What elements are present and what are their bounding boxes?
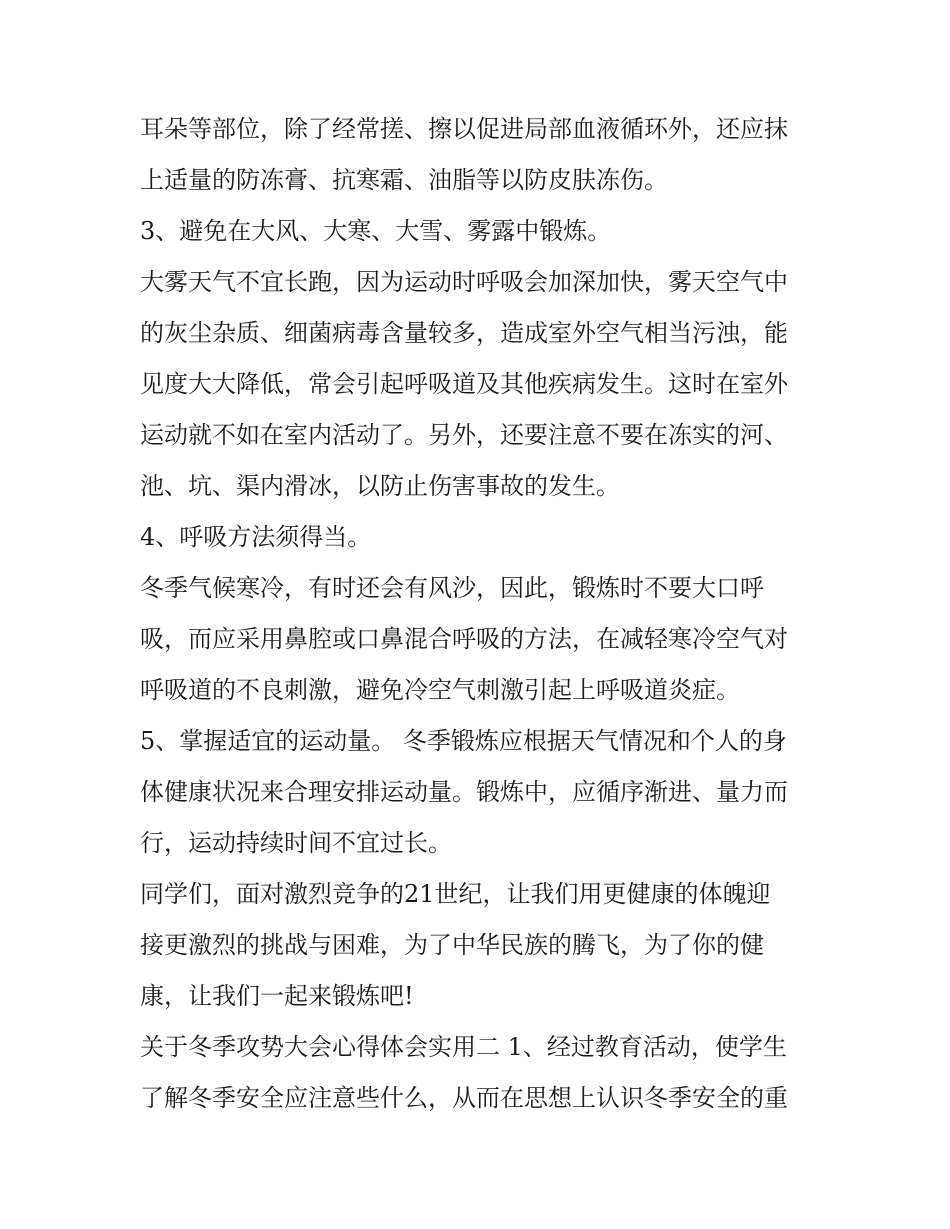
- text-line: 吸，而应采用鼻腔或口鼻混合呼吸的方法，在减轻寒冷空气对: [140, 625, 788, 653]
- text-line: 大雾天气不宜长跑，因为运动时呼吸会加深加快，雾天空气中: [140, 268, 788, 296]
- text-line: 池、坑、渠内滑冰，以防止伤害事故的发生。: [140, 472, 620, 500]
- text-line: 冬季气候寒冷，有时还会有风沙，因此，锻炼时不要大口呼: [140, 574, 764, 602]
- text-line: 运动就不如在室内活动了。另外，还要注意不要在冻实的河、: [140, 421, 788, 449]
- document-body: [140, 104, 820, 1124]
- text-line: 上适量的防冻膏、抗寒霜、油脂等以防皮肤冻伤。: [140, 166, 668, 194]
- text-line: 关于冬季攻势大会心得体会实用二 1、经过教育活动，使学生: [140, 1033, 787, 1061]
- text-line: 了解冬季安全应注意些什么，从而在思想上认识冬季安全的重: [140, 1084, 788, 1112]
- text-line: 行，运动持续时间不宜过长。: [140, 829, 452, 857]
- text-line: 见度大大降低，常会引起呼吸道及其他疾病发生。这时在室外: [140, 370, 788, 398]
- text-line: 体健康状况来合理安排运动量。锻炼中，应循序渐进、量力而: [140, 778, 788, 806]
- text-line: 接更激烈的挑战与困难，为了中华民族的腾飞，为了你的健: [140, 931, 764, 959]
- text-line: 的灰尘杂质、细菌病毒含量较多，造成室外空气相当污浊，能: [140, 319, 788, 347]
- text-line: 同学们，面对激烈竞争的21世纪，让我们用更健康的体魄迎: [140, 880, 771, 908]
- text-line: 耳朵等部位，除了经常搓、擦以促进局部血液循环外，还应抹: [140, 115, 788, 143]
- text-line: 3、避免在大风、大寒、大雪、雾露中锻炼。: [140, 217, 612, 245]
- text-line: 4、呼吸方法须得当。: [140, 523, 372, 551]
- text-line: 康，让我们一起来锻炼吧!: [140, 982, 414, 1010]
- text-line: 呼吸道的不良刺激，避免冷空气刺激引起上呼吸道炎症。: [140, 676, 740, 704]
- text-line: 5、掌握适宜的运动量。 冬季锻炼应根据天气情况和个人的身: [140, 727, 787, 755]
